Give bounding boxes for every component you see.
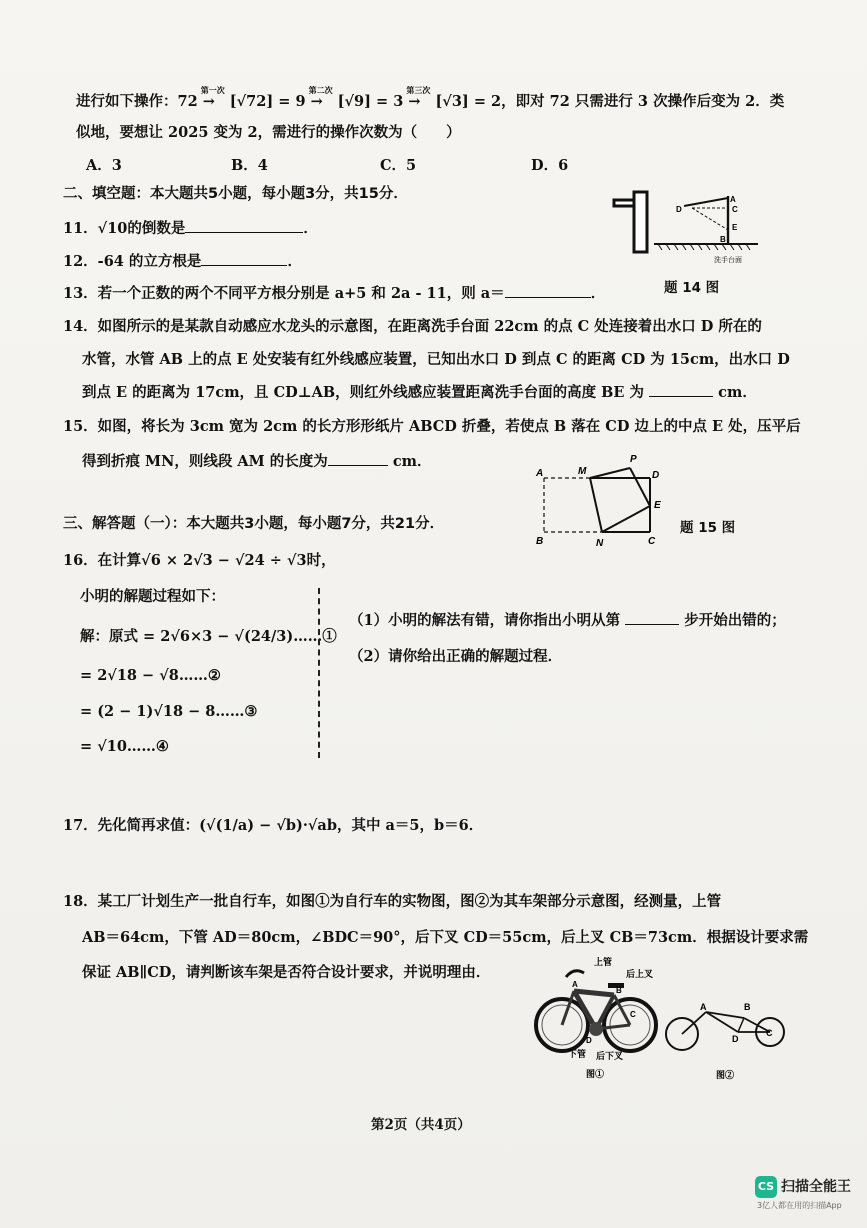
bike-label-d: D	[586, 1036, 592, 1045]
bike-fig2-caption: 图②	[716, 1070, 735, 1080]
q16-step2: = 2√18 − √8……②	[80, 667, 221, 684]
q16-sub2: （2）请你给出正确的解题过程．	[349, 648, 563, 665]
fig14-caption: 题 14 图	[664, 280, 720, 296]
q16-sub1: （1）小明的解法有错，请你指出小明从第 步开始出错的；	[349, 612, 786, 629]
fig15-label-n: N	[596, 538, 604, 549]
page-footer: 第2页（共4页）	[371, 1117, 471, 1133]
fig14-label-e: E	[732, 223, 738, 232]
fig15-label-m: M	[578, 466, 587, 477]
bicycle-photo	[530, 955, 665, 1085]
q18-line2: AB＝64cm，下管 AD＝80cm，∠BDC＝90°，后下叉 CD＝55cm，后上叉 CB＝73cm．根据设计要求需	[82, 929, 809, 946]
camscanner-name: 扫描全能王	[781, 1179, 851, 1195]
frame-label-c: C	[766, 1028, 773, 1038]
bike-label-seat-stay: 后上叉	[626, 969, 654, 979]
fig15-label-c: C	[648, 536, 656, 547]
fig14-label-b: B	[720, 235, 726, 244]
q14-line2: 水管，水管 AB 上的点 E 处安装有红外线感应装置，已知出水口 D 到点 C 的距离 CD 为 15cm，出水口 D	[82, 351, 790, 368]
section3-title: 三、解答题（一）：本大题共3小题，每小题7分，共21分．	[63, 516, 445, 532]
camscanner-logo-icon: CS	[755, 1176, 777, 1198]
fig15-label-b: B	[536, 536, 544, 547]
q16-step3: = (2 − 1)√18 − 8……③	[80, 703, 258, 720]
camscanner-watermark	[751, 1170, 855, 1214]
q10-option-b: B．4	[231, 157, 268, 174]
bike-label-chain-stay: 后下叉	[596, 1051, 624, 1061]
q10-option-a: A．3	[86, 157, 122, 174]
bike-frame-diagram	[662, 1002, 792, 1090]
bike-label-c: C	[630, 1010, 636, 1019]
bike-label-a: A	[572, 980, 578, 989]
q16-step4: = √10……④	[80, 738, 169, 755]
q18-line1: 18．某工厂计划生产一批自行车，如图①为自行车的实物图，图②为其车架部分示意图，经测量，上管	[63, 893, 722, 910]
q15-line1: 15．如图，将长为 3cm 宽为 2cm 的长方形形纸片 ABCD 折叠，若使点 B 落在 CD 边上的中点 E 处，压平后	[63, 418, 801, 435]
bike-label-down-tube: 下管	[568, 1049, 587, 1059]
bike-fig1-caption: 图①	[586, 1069, 605, 1079]
fig15-label-e: E	[654, 500, 661, 511]
bike-label-top-tube: 上管	[594, 957, 613, 967]
q13: 13．若一个正数的两个不同平方根分别是 a+5 和 2a - 11，则 a＝ ．	[63, 285, 606, 302]
q16-intro: 小明的解题过程如下：	[80, 588, 225, 605]
frame-label-d: D	[732, 1034, 739, 1044]
fig14-label-a: A	[730, 195, 736, 204]
fig14-label-d: D	[676, 205, 682, 214]
camscanner-tagline: 3亿人都在用的扫描App	[757, 1201, 842, 1210]
q16-stem: 16．在计算√6 × 2√3 − √24 ÷ √3时，	[63, 552, 336, 569]
fig14-basin-label: 洗手台面	[714, 257, 742, 264]
q15-line2: 得到折痕 MN，则线段 AM 的长度为 cm．	[82, 453, 432, 470]
q16-divider	[318, 588, 320, 758]
fig15-label-d: D	[652, 470, 660, 481]
q17-text: 17．先化简再求值：(√(1/a) − √b)·√ab，其中 a＝5，b＝6．	[63, 817, 484, 834]
fig14-label-c: C	[732, 205, 738, 214]
q14-line1: 14．如图所示的是某款自动感应水龙头的示意图，在距离洗手台面 22cm 的点 C 处连接着出水口 D 所在的	[63, 318, 762, 335]
q18-line3: 保证 AB∥CD，请判断该车架是否符合设计要求，并说明理由．	[82, 964, 491, 981]
q10-option-c: C．5	[380, 157, 417, 174]
fig15-label-p: P	[630, 454, 637, 465]
q14-line3: 到点 E 的距离为 17cm，且 CD⊥AB，则红外线感应装置距离洗手台面的高度 BE 为 cm．	[82, 384, 757, 401]
q16-step1: 解：原式 = 2√6×3 − √(24/3)……①	[80, 628, 337, 645]
q12: 12．-64 的立方根是 ．	[63, 253, 302, 270]
frame-label-a: A	[700, 1002, 707, 1012]
q10-line2: 似地，要想让 2025 变为 2，需进行的操作次数为（ ）	[76, 124, 461, 141]
fig15-caption: 题 15 图	[680, 520, 736, 536]
fold-figure	[532, 448, 672, 550]
q10-line1: 进行如下操作：72 → 第一次 [√72] = 9 → 第二次 [√9] = 3 → 第三次 [√3] = 2，即对 72 只需进行 3 次操作后变为 2．类	[76, 85, 785, 110]
fig15-label-a: A	[536, 468, 544, 479]
bike-label-b: B	[616, 986, 622, 995]
section2-title: 二、填空题：本大题共5小题，每小题3分，共15分．	[63, 186, 408, 202]
q10-option-d: D．6	[531, 157, 569, 174]
faucet-figure	[608, 186, 768, 268]
frame-label-b: B	[744, 1002, 751, 1012]
q11: 11．√10的倒数是 ．	[63, 220, 318, 237]
